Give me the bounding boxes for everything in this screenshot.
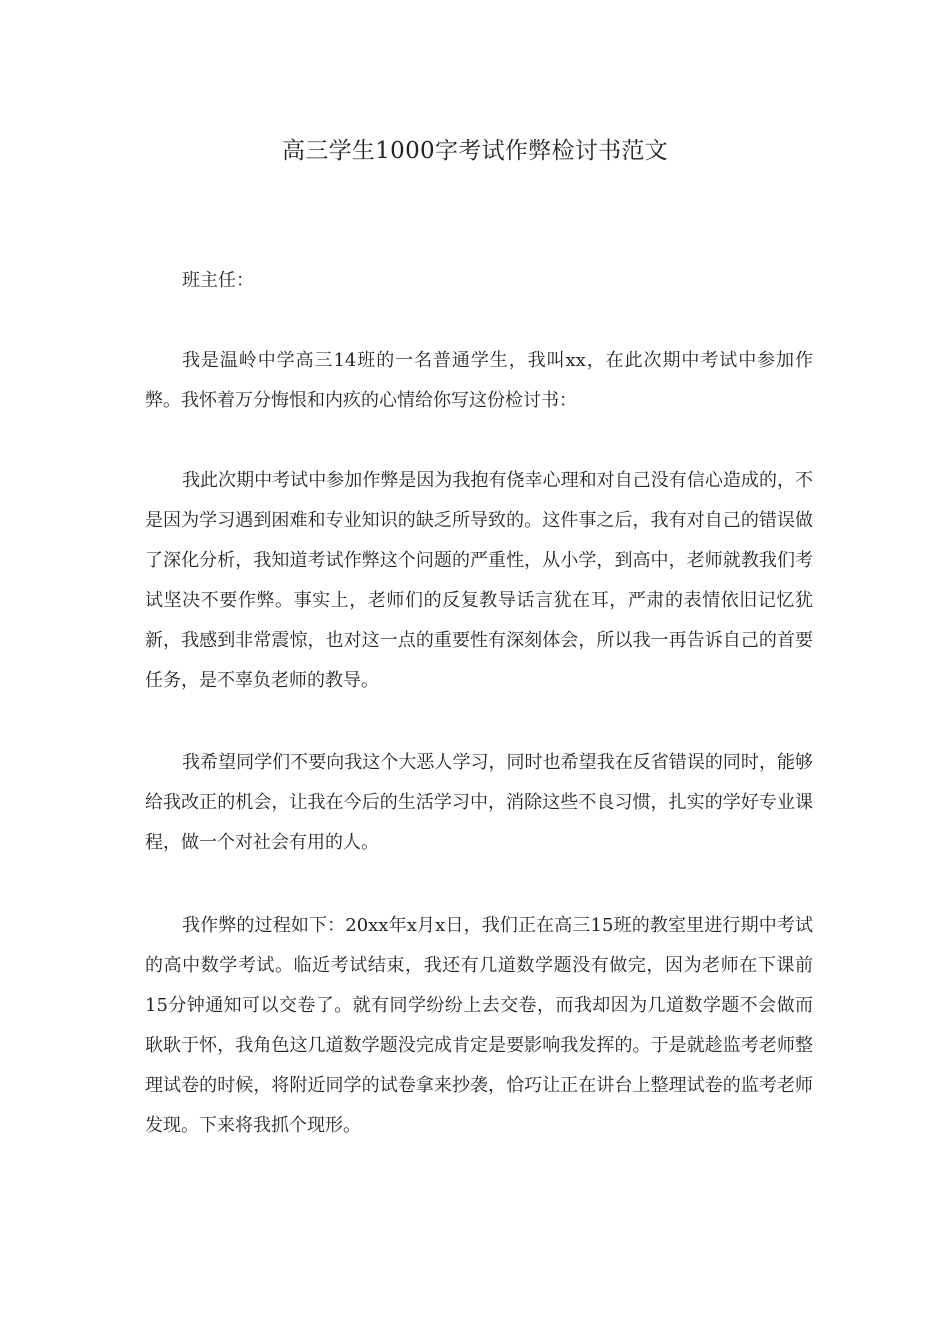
salutation: 班主任： xyxy=(182,270,254,291)
paragraph-reason: 我此次期中考试中参加作弊是因为我抱有侥幸心理和对自己没有信心造成的，不是因为学习遇到困难和专业知识的缺乏所导致的。这件事之后，我有对自己的错误做了深化分析，我知道考试作弊这个问题的严重性，从小学，到高中，老师就教我们考试坚决不要作弊。事实上，老师们的反复教导话言犹在耳，严肃的表情依旧记忆犹新，我感到非常震惊，也对这一点的重要性有深刻体会，所以我一再告诉自己的首要任务，是不辜负老师的教导。 xyxy=(145,470,813,691)
paragraph-intro: 我是温岭中学高三14班的一名普通学生，我叫xx，在此次期中考试中参加作弊。我怀着万分悔恨和内疚的心情给你写这份检讨书： xyxy=(145,350,813,411)
document-title: 高三学生1000字考试作弊检讨书范文 xyxy=(282,138,668,164)
paragraph-hope: 我希望同学们不要向我这个大恶人学习，同时也希望我在反省错误的同时，能够给我改正的机会，让我在今后的生活学习中，消除这些不良习惯，扎实的学好专业课程，做一个对社会有用的人。 xyxy=(145,752,813,853)
paragraph-process: 我作弊的过程如下：20xx年x月x日，我们正在高三15班的教室里进行期中考试的高中数学考试。临近考试结束，我还有几道数学题没有做完，因为老师在下课前15分钟通知可以交卷了。就有同学纷纷上去交卷，而我却因为几道数学题不会做而耿耿于怀，我角色这几道数学题没完成肯定是要影响我发挥的。于是就趁监考老师整理试卷的时候，将附近同学的试卷拿来抄袭，恰巧让正在讲台上整理试卷的监考老师发现。下来将我抓个现形。 xyxy=(145,915,813,1136)
